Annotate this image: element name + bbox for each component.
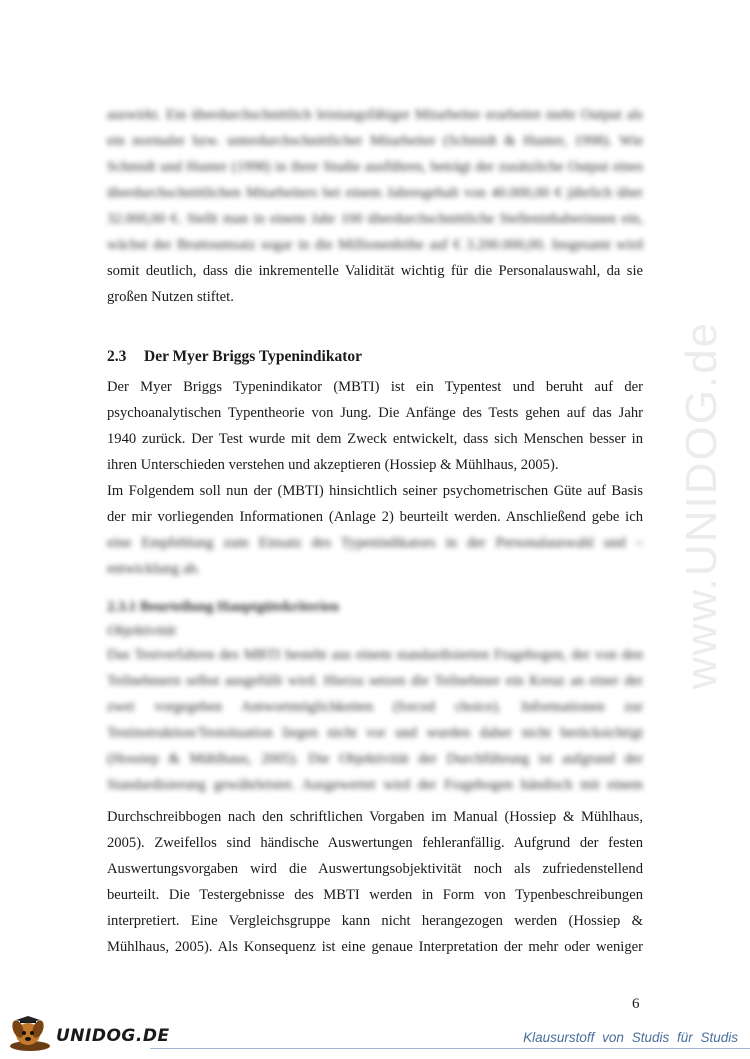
text-line: Durchschreibbogen nach den schriftlichen Vorgaben im Manual (Hossiep & Mühlhaus, (107, 809, 643, 825)
text-line: (Hossiep & Mühlhaus, 2005). Die Objektivität der Durchführung ist aufgrund der (107, 751, 643, 767)
text-line: beurteilt. Die Testergebnisse des MBTI werden in Form von Typenbeschreibungen (107, 887, 643, 903)
paragraph-bottom (107, 804, 643, 960)
text-line: Mühlhaus, 2005). Als Konsequenz ist eine genaue Interpretation der mehr oder weniger (107, 939, 643, 955)
text-line: interpretiert. Eine Vergleichsgruppe kann nicht herangezogen werden (Hossiep & (107, 913, 643, 929)
blurred-paragraph-top (107, 102, 643, 258)
text-line: großen Nutzen stiftet. (107, 289, 234, 305)
dog-icon (4, 1016, 56, 1054)
subsection-heading: 2.3.1 Beurteilung Hauptgütekriterien (107, 599, 339, 615)
logo-text: UNIDOG.DE (56, 1026, 170, 1046)
text-line: Testinstruktion/Testsituation liegen nicht vor und wurden daher nicht berücksichtigt (107, 725, 643, 741)
text-line: Standardisierung gewährleistet. Ausgewertet wird der Fragebogen händisch mit einem (107, 777, 643, 793)
text-line: psychoanalytischen Typentheorie von Jung. Die Anfänge des Tests gehen auf das Jahr (107, 405, 643, 421)
footer-rule (150, 1048, 750, 1049)
text-line: 2005). Zweifellos sind händische Auswertungen fehleranfällig. Aufgrund der festen (107, 835, 643, 851)
section-title: Der Myer Briggs Typenindikator (144, 348, 363, 365)
text-line: Im Folgendem soll nun der (MBTI) hinsichtlich seiner psychometrischen Güte auf Basis (107, 483, 643, 499)
text-line: Teilnehmern selbst ausgefüllt wird. Hierzu setzen die Teilnehmer ein Kreuz an einer der (107, 673, 643, 689)
text-line: ihren Unterschieden verstehen und akzeptieren (Hossiep & Mühlhaus, 2005). (107, 457, 559, 473)
text-line: 1940 zurück. Der Test wurde mit dem Zweck entwickelt, dass sich Menschen besser in (107, 431, 643, 447)
text-line: wächst der Bruttoumsatz sogar in die Millionenhöhe auf € 3.200.000,00. Insgesamt wird (107, 237, 643, 253)
text-line: 32.000,00 €. Stellt man in einem Jahr 100 überdurchschnittliche Stelleninhaberinnen ein, (107, 211, 643, 227)
paragraph-section (107, 374, 643, 530)
watermark-text: www.UNIDOG.de (677, 320, 727, 690)
page-number: 6 (632, 996, 640, 1012)
unidog-logo[interactable] (4, 1016, 170, 1054)
text-line: entwicklung ab. (107, 561, 201, 577)
text-line: ein normaler bzw. unterdurchschnittlicher Mitarbeiter (Schmidt & Hunter, 1998). Wie (107, 133, 643, 149)
text-line: Schmidt und Hunter (1998) in ihrer Studie ausführen, beträgt der zusätzliche Output eines (107, 159, 643, 175)
text-line: überdurchschnittlichen Mitarbeiters bei einem Jahresgehalt von 40.000,00 € jährlich über (107, 185, 643, 201)
text-line: der mir vorliegenden Informationen (Anlage 2) beurteilt werden. Anschließend gebe ich (107, 509, 643, 525)
text-line (107, 582, 643, 594)
text-line: Das Testverfahren des MBTI besteht aus einem standardisierten Fragebogen, der von den (107, 647, 643, 663)
footer-tagline: Klausurstoff von Studis für Studis (523, 1030, 738, 1045)
text-line: Auswertungsvorgaben wird die Auswertungsobjektivität noch als zufriedenstellend (107, 861, 643, 877)
section-heading (107, 344, 362, 370)
subsection-subtitle: Objektivität (107, 623, 176, 639)
blurred-paragraph-middle (107, 530, 643, 798)
text-line: auswirkt. Ein überdurchschnittlich leistungsfähiger Mitarbeiter erarbeitet mehr Output als (107, 107, 643, 123)
text-line: Der Myer Briggs Typenindikator (MBTI) ist ein Typentest und beruht auf der (107, 379, 643, 395)
paragraph-intro (107, 258, 643, 310)
text-line: eine Empfehlung zum Einsatz des Typenindikators in der Personalauswahl und – (107, 535, 643, 551)
text-line: somit deutlich, dass die inkrementelle Validität wichtig für die Personalauswahl, da sie (107, 263, 643, 279)
section-number: 2.3 (107, 348, 127, 365)
watermark (672, 280, 732, 730)
text-line: zwei vorgegeben Antwortmöglichkeiten (forced choice). Informationen zur (107, 699, 643, 715)
